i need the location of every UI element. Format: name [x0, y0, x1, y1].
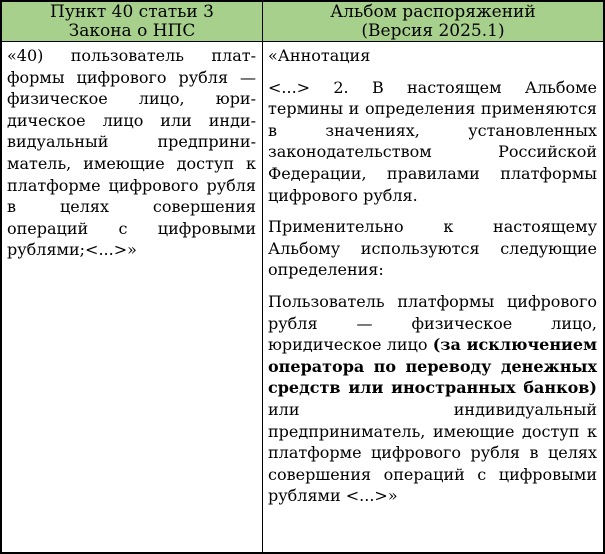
header-law-line1: Пункт 40 статьи 3 [50, 2, 214, 22]
text-run: Пользователь платформы цифрового рубля — физическое лицо, юридическое лицо [268, 291, 597, 355]
text-run: «40) пользователь платформы цифрового рубля — физическое лицо, юридическое лицо или индивидуальный предприниматель, имеющие доступ к платформе цифрового рубля в целях совершения операций с цифровыми рублями;<...>» [7, 46, 256, 260]
text-run: <...> 2. В настоящем Альбоме термины и определения применяются в значениях, установленных законодательством Российской Федерации, правилами платформы цифрового рубля. [268, 77, 597, 205]
header-cell-album [263, 2, 603, 42]
text-run: «Аннотация [268, 46, 371, 65]
paragraph [268, 291, 597, 507]
header-cell-law [2, 2, 263, 42]
album-text-cell [263, 42, 603, 552]
bold-text-run: (за исключением оператора по переводу денежных средств или иностранных банков) [268, 335, 597, 398]
paragraph [7, 45, 256, 261]
text-run: или индивидуальный предприниматель, имеющие доступ к платформе цифрового рубля в целях совершения операций с цифровыми рублями <...>» [268, 399, 597, 506]
law-text-cell [2, 42, 263, 552]
paragraph [268, 216, 597, 281]
paragraph [268, 77, 597, 207]
paragraph [268, 45, 597, 67]
header-album-line1: Альбом распоряжений [330, 2, 536, 22]
text-run: Применительно к настоящему Альбому используются следующие определения: [268, 217, 597, 280]
header-album-line2: (Версия 2025.1) [361, 20, 505, 41]
header-law-line2: Закона о НПС [68, 20, 196, 41]
